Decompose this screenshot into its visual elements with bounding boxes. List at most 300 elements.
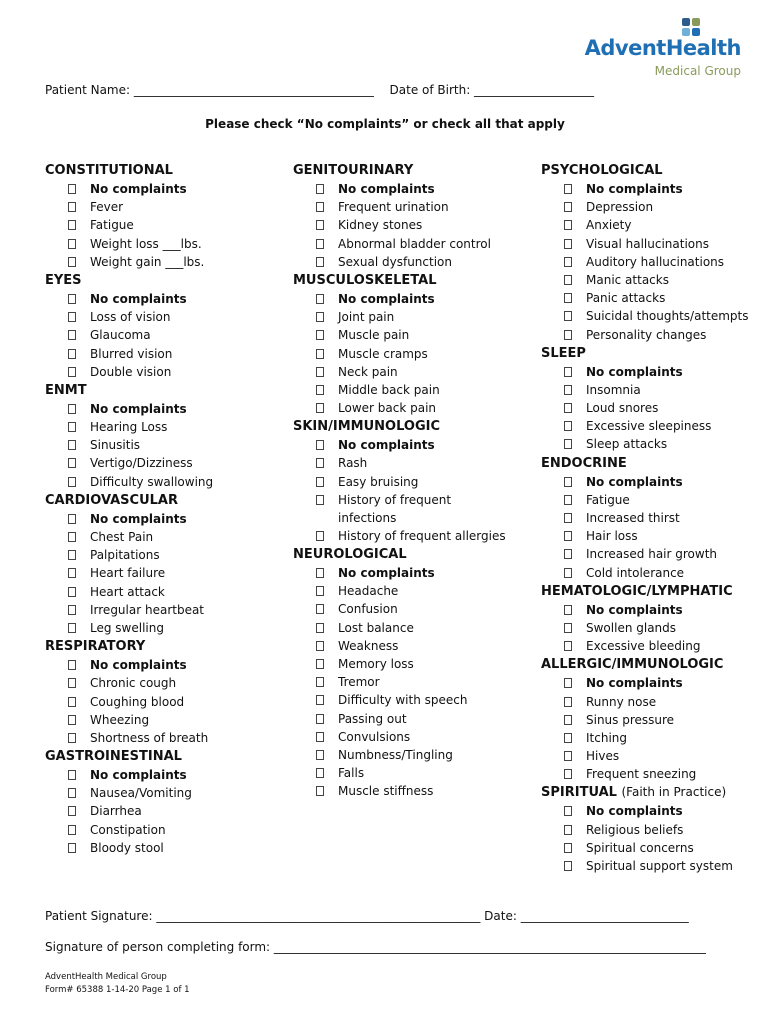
checkbox-icon[interactable] [564, 697, 572, 707]
checkbox-icon[interactable] [68, 605, 76, 615]
section-heading-genitourinary: GENITOURINARY [293, 163, 414, 178]
checkbox-label: Bloody stool [90, 840, 164, 855]
checkbox-item-neurological-lost-balance[interactable] [293, 619, 508, 637]
checkbox-item-genitourinary-kidney-stones[interactable] [293, 216, 508, 234]
checkbox-label: Loud snores [586, 401, 659, 416]
checkbox-item-neurological-passing-out[interactable] [293, 710, 508, 728]
checkbox-label: Visual hallucinations [586, 236, 709, 251]
column-1 [45, 161, 213, 857]
checkbox-label: Difficulty with speech [338, 693, 468, 708]
dob-field[interactable]: Date of Birth: ____________________ [389, 83, 595, 97]
checkbox-icon[interactable] [316, 768, 324, 778]
checkbox-item-enmt-vertigo-dizziness[interactable] [45, 454, 213, 472]
checkbox-item-genitourinary-frequent-urination[interactable] [293, 198, 508, 216]
checkbox-icon[interactable] [68, 220, 76, 230]
checkbox-icon[interactable] [68, 788, 76, 798]
column-3 [541, 161, 749, 875]
checkbox-item-sleep-excessive-sleepiness[interactable] [541, 417, 749, 435]
checkbox-icon[interactable] [316, 184, 324, 194]
checkbox-label: Lower back pain [338, 401, 437, 416]
checkbox-item-allergic-immunologic-itching[interactable] [541, 729, 749, 747]
checkbox-icon[interactable] [316, 695, 324, 705]
checkbox-icon[interactable] [316, 458, 324, 468]
checkbox-icon[interactable] [68, 806, 76, 816]
checkbox-label: Sinus pressure [586, 712, 675, 727]
checkbox-item-allergic-immunologic-sinus-pressure[interactable] [541, 711, 749, 729]
checkbox-icon[interactable] [316, 477, 324, 487]
checkbox-item-neurological-numbness-tingling[interactable] [293, 746, 508, 764]
checkbox-icon[interactable] [564, 641, 572, 651]
checkbox-icon[interactable] [68, 239, 76, 249]
checkbox-icon[interactable] [316, 367, 324, 377]
checkbox-label: Kidney stones [338, 218, 423, 233]
checkbox-label: Wheezing [90, 712, 150, 727]
checkbox-icon[interactable] [316, 714, 324, 724]
checkbox-icon[interactable] [564, 495, 572, 505]
section-heading-allergic-immunologic: ALLERGIC/IMMUNOLOGIC [541, 657, 724, 673]
checkbox-label: Fatigue [586, 492, 630, 507]
checkbox-icon[interactable] [564, 623, 572, 633]
checkbox-item-musculoskeletal-muscle-cramps[interactable] [293, 345, 508, 363]
checkbox-icon[interactable] [316, 403, 324, 413]
checkbox-item-musculoskeletal-no-complaints[interactable] [293, 290, 508, 308]
checkbox-icon[interactable] [68, 715, 76, 725]
checkbox-icon[interactable] [68, 733, 76, 743]
checkbox-label: History of frequent allergies [338, 528, 506, 543]
checkbox-icon[interactable] [316, 641, 324, 651]
checkbox-item-constitutional-fever[interactable] [45, 198, 213, 216]
checkbox-item-neurological-headache[interactable] [293, 582, 508, 600]
checkbox-label: Sexual dysfunction [338, 254, 452, 269]
checkbox-icon[interactable] [564, 275, 572, 285]
checkbox-item-constitutional-fatigue[interactable] [45, 216, 213, 234]
checkbox-icon[interactable] [564, 293, 572, 303]
checkbox-icon[interactable] [316, 568, 324, 578]
checkbox-icon[interactable] [68, 458, 76, 468]
checkbox-icon[interactable] [316, 330, 324, 340]
checkbox-label: No complaints [338, 566, 435, 580]
instructions: Please check “No complaints” or check all that apply [205, 117, 565, 131]
checkbox-item-sleep-sleep-attacks[interactable] [541, 435, 749, 453]
checkbox-icon[interactable] [68, 202, 76, 212]
checkbox-icon[interactable] [68, 678, 76, 688]
checkbox-item-constitutional-weight-loss-lbs[interactable] [45, 235, 213, 253]
checkbox-label: Panic attacks [586, 291, 666, 306]
checkbox-item-sleep-loud-snores[interactable] [541, 399, 749, 417]
checkbox-item-respiratory-wheezing[interactable] [45, 711, 213, 729]
brand-subtitle: Medical Group [654, 64, 741, 78]
checkbox-icon[interactable] [68, 532, 76, 542]
checkbox-item-skin-immunologic-easy-bruising[interactable] [293, 473, 508, 491]
checkbox-label: Swollen glands [586, 620, 677, 635]
checkbox-label: Double vision [90, 364, 172, 379]
checkbox-item-cardiovascular-chest-pain[interactable] [45, 528, 213, 546]
section-heading-spiritual: SPIRITUAL (Faith in Practice) [541, 785, 727, 801]
checkbox-item-neurological-no-complaints[interactable] [293, 564, 508, 582]
checkbox-label: Weight loss ___lbs. [90, 236, 202, 251]
checkbox-item-eyes-no-complaints[interactable] [45, 290, 213, 308]
checkbox-item-cardiovascular-heart-attack[interactable] [45, 583, 213, 601]
checkbox-icon[interactable] [564, 568, 572, 578]
checkbox-icon[interactable] [316, 440, 324, 450]
checkbox-icon[interactable] [316, 604, 324, 614]
checkbox-icon[interactable] [68, 422, 76, 432]
checkbox-label: Chest Pain [90, 530, 154, 544]
checkbox-label: Manic attacks [586, 272, 669, 287]
checkbox-label: No complaints [90, 511, 187, 526]
checkbox-item-gastroinestinal-no-complaints[interactable] [45, 766, 213, 784]
checkbox-icon[interactable] [564, 220, 572, 230]
checkbox-item-eyes-double-vision[interactable] [45, 363, 213, 381]
checkbox-icon[interactable] [564, 477, 572, 487]
checkbox-icon[interactable] [564, 531, 572, 541]
checkbox-item-allergic-immunologic-hives[interactable] [541, 747, 749, 765]
checkbox-icon[interactable] [68, 697, 76, 707]
checkbox-icon[interactable] [68, 440, 76, 450]
checkbox-item-sleep-insomnia[interactable] [541, 381, 749, 399]
checkbox-label: Sleep attacks [586, 437, 668, 452]
checkbox-item-eyes-loss-of-vision[interactable] [45, 308, 213, 326]
checkbox-icon[interactable] [316, 531, 324, 541]
checkbox-item-allergic-immunologic-runny-nose[interactable] [541, 693, 749, 711]
checkbox-icon[interactable] [68, 184, 76, 194]
checkbox-icon[interactable] [316, 659, 324, 669]
checkbox-label: Religious beliefs [586, 822, 684, 837]
checkbox-item-neurological-weakness[interactable] [293, 637, 508, 655]
checkbox-icon[interactable] [68, 550, 76, 560]
checkbox-label: Glaucoma [90, 328, 151, 343]
checkbox-item-neurological-confusion[interactable] [293, 600, 508, 618]
checkbox-item-gastroinestinal-bloody-stool[interactable] [45, 839, 213, 857]
checkbox-label: No complaints [90, 658, 187, 673]
checkbox-item-skin-immunologic-history-of-frequent-infections[interactable] [293, 491, 508, 527]
checkbox-label: Headache [338, 584, 399, 599]
checkbox-label: Memory loss [338, 656, 414, 671]
checkbox-icon[interactable] [316, 586, 324, 596]
checkbox-label: Nausea/Vomiting [90, 786, 192, 801]
checkbox-item-cardiovascular-heart-failure[interactable] [45, 564, 213, 582]
footer-form-number: Form# 65388 1-14-20 Page 1 of 1 [45, 985, 190, 995]
checkbox-label: Increased thirst [586, 511, 680, 525]
checkbox-item-gastroinestinal-diarrhea[interactable] [45, 802, 213, 820]
checkbox-item-hematologic-lymphatic-excessive-bleeding[interactable] [541, 637, 749, 655]
checkbox-icon[interactable] [564, 330, 572, 340]
checkbox-item-enmt-sinusitis[interactable] [45, 436, 213, 454]
adventhealth-logo [576, 14, 746, 84]
checkbox-item-psychological-auditory-hallucinations[interactable] [541, 253, 749, 271]
checkbox-item-genitourinary-no-complaints[interactable] [293, 180, 508, 198]
checkbox-item-musculoskeletal-muscle-pain[interactable] [293, 326, 508, 344]
checkbox-item-psychological-no-complaints[interactable] [541, 180, 749, 198]
checkbox-item-neurological-memory-loss[interactable] [293, 655, 508, 673]
checkbox-item-eyes-blurred-vision[interactable] [45, 345, 213, 363]
checkbox-item-hematologic-lymphatic-swollen-glands[interactable] [541, 619, 749, 637]
checkbox-label: Excessive bleeding [586, 639, 701, 654]
checkbox-icon[interactable] [564, 367, 572, 377]
checkbox-item-musculoskeletal-middle-back-pain[interactable] [293, 381, 508, 399]
checkbox-label: Runny nose [586, 694, 657, 709]
checkbox-label: Chronic cough [90, 676, 177, 691]
checkbox-icon[interactable] [68, 312, 76, 322]
checkbox-item-neurological-convulsions[interactable] [293, 728, 508, 746]
checkbox-icon[interactable] [564, 311, 572, 321]
checkbox-label: Confusion [338, 602, 398, 617]
checkbox-icon[interactable] [564, 239, 572, 249]
checkbox-item-endocrine-increased-thirst[interactable] [541, 509, 749, 527]
checkbox-icon[interactable] [316, 385, 324, 395]
checkbox-item-neurological-muscle-stiffness[interactable] [293, 782, 508, 800]
checkbox-label: Heart failure [90, 566, 166, 581]
checkbox-label: Hives [586, 749, 620, 764]
checkbox-label: Vertigo/Dizziness [90, 456, 193, 471]
checkbox-item-spiritual-religious-beliefs[interactable] [541, 821, 749, 839]
checkbox-label: Frequent urination [338, 200, 449, 215]
checkbox-label: Insomnia [586, 382, 641, 397]
checkbox-item-skin-immunologic-history-of-frequent-allergies[interactable] [293, 527, 508, 545]
checkbox-icon[interactable] [316, 677, 324, 687]
patient-signature-line[interactable]: Patient Signature: ______________________________________________________ Date: ____________________________ [45, 909, 689, 923]
checkbox-icon[interactable] [564, 549, 572, 559]
checkbox-label: No complaints [338, 438, 435, 453]
checkbox-label: No complaints [90, 182, 187, 196]
checkbox-icon[interactable] [68, 257, 76, 267]
checkbox-icon[interactable] [68, 330, 76, 340]
checkbox-label: Irregular heartbeat [90, 602, 205, 617]
checkbox-item-gastroinestinal-constipation[interactable] [45, 821, 213, 839]
checkbox-icon[interactable] [68, 587, 76, 597]
checkbox-item-cardiovascular-no-complaints[interactable] [45, 510, 213, 528]
checkbox-label: Excessive sleepiness [586, 419, 712, 434]
checkbox-label: Hair loss [586, 529, 638, 544]
checkbox-icon[interactable] [316, 239, 324, 249]
checkbox-icon[interactable] [68, 294, 76, 304]
checkbox-item-skin-immunologic-no-complaints[interactable] [293, 436, 508, 454]
checkbox-label: No complaints [586, 676, 683, 691]
checkbox-label: Coughing blood [90, 694, 185, 709]
checkbox-icon[interactable] [564, 385, 572, 395]
section-heading-skin-immunologic: SKIN/IMMUNOLOGIC [293, 419, 441, 435]
checkbox-icon[interactable] [316, 312, 324, 322]
checkbox-icon[interactable] [564, 806, 572, 816]
checkbox-icon[interactable] [316, 220, 324, 230]
checkbox-icon[interactable] [68, 514, 76, 524]
completer-signature-line[interactable]: Signature of person completing form: ________________________________________________________________________ [45, 940, 706, 954]
checkbox-label: Suicidal thoughts/attempts [586, 309, 749, 324]
checkbox-item-endocrine-cold-intolerance[interactable] [541, 564, 749, 582]
checkbox-label: Lost balance [338, 620, 414, 635]
checkbox-item-enmt-hearing-loss[interactable] [45, 418, 213, 436]
checkbox-icon[interactable] [316, 786, 324, 796]
checkbox-icon[interactable] [564, 843, 572, 853]
checkbox-icon[interactable] [564, 825, 572, 835]
checkbox-icon[interactable] [68, 367, 76, 377]
checkbox-item-psychological-manic-attacks[interactable] [541, 271, 749, 289]
checkbox-label: Passing out [338, 711, 407, 726]
checkbox-item-skin-immunologic-rash[interactable] [293, 454, 508, 472]
checkbox-item-cardiovascular-leg-swelling[interactable] [45, 619, 213, 637]
checkbox-icon[interactable] [68, 770, 76, 780]
checkbox-icon[interactable] [564, 439, 572, 449]
checkbox-item-allergic-immunologic-frequent-sneezing[interactable] [541, 765, 749, 783]
checkbox-label: Spiritual concerns [586, 840, 694, 855]
checkbox-item-cardiovascular-palpitations[interactable] [45, 546, 213, 564]
checkbox-item-musculoskeletal-neck-pain[interactable] [293, 363, 508, 381]
section-heading-neurological: NEUROLOGICAL [293, 547, 407, 562]
section-heading-hematologic-lymphatic: HEMATOLOGIC/LYMPHATIC [541, 583, 733, 599]
column-2 [293, 161, 508, 800]
checkbox-icon[interactable] [316, 349, 324, 359]
checkbox-label: Convulsions [338, 729, 411, 744]
checkbox-label: No complaints [586, 602, 683, 617]
checkbox-item-genitourinary-abnormal-bladder-control[interactable] [293, 235, 508, 253]
checkbox-icon[interactable] [564, 715, 572, 725]
checkbox-item-genitourinary-sexual-dysfunction[interactable] [293, 253, 508, 271]
checkbox-item-endocrine-no-complaints[interactable] [541, 473, 749, 491]
checkbox-label: Easy bruising [338, 474, 419, 489]
checkbox-icon[interactable] [316, 623, 324, 633]
checkbox-icon[interactable] [316, 294, 324, 304]
checkbox-icon[interactable] [316, 732, 324, 742]
checkbox-icon[interactable] [564, 513, 572, 523]
checkbox-icon[interactable] [564, 861, 572, 871]
checkbox-icon[interactable] [68, 825, 76, 835]
checkbox-label: Fever [90, 200, 124, 215]
checkbox-item-respiratory-no-complaints[interactable] [45, 656, 213, 674]
checkbox-item-endocrine-increased-hair-growth[interactable] [541, 545, 749, 563]
checkbox-icon[interactable] [564, 202, 572, 212]
checkbox-label: Constipation [90, 822, 166, 837]
checkbox-item-enmt-no-complaints[interactable] [45, 400, 213, 418]
checkbox-label: No complaints [90, 291, 187, 306]
patient-info-line [45, 83, 594, 97]
checkbox-item-psychological-personality-changes[interactable] [541, 326, 749, 344]
checkbox-item-spiritual-spiritual-concerns[interactable] [541, 839, 749, 857]
section-heading-sleep: SLEEP [541, 345, 586, 361]
checkbox-label: Depression [586, 200, 654, 215]
checkbox-icon[interactable] [564, 421, 572, 431]
checkbox-label: Personality changes [586, 327, 707, 342]
checkbox-item-respiratory-chronic-cough[interactable] [45, 674, 213, 692]
checkbox-item-spiritual-spiritual-support-system[interactable] [541, 857, 749, 875]
checkbox-icon[interactable] [564, 733, 572, 743]
section-note: (Faith in Practice) [621, 785, 727, 800]
checkbox-item-gastroinestinal-nausea-vomiting[interactable] [45, 784, 213, 802]
checkbox-label: Weight gain ___lbs. [90, 254, 205, 269]
section-heading-constitutional: CONSTITUTIONAL [45, 163, 173, 178]
checkbox-label: Muscle pain [338, 328, 410, 343]
checkbox-icon[interactable] [68, 477, 76, 487]
checkbox-item-enmt-difficulty-swallowing[interactable] [45, 473, 213, 491]
checkbox-label: Middle back pain [338, 382, 440, 397]
checkbox-item-musculoskeletal-lower-back-pain[interactable] [293, 399, 508, 417]
checkbox-item-spiritual-no-complaints[interactable] [541, 802, 749, 820]
checkbox-label: Shortness of breath [90, 730, 209, 745]
checkbox-item-neurological-tremor[interactable] [293, 673, 508, 691]
checkbox-icon[interactable] [564, 605, 572, 615]
checkbox-item-cardiovascular-irregular-heartbeat[interactable] [45, 601, 213, 619]
checkbox-item-neurological-falls[interactable] [293, 764, 508, 782]
checkbox-icon[interactable] [68, 568, 76, 578]
checkbox-icon[interactable] [564, 184, 572, 194]
checkbox-icon[interactable] [564, 257, 572, 267]
checkbox-label: Muscle cramps [338, 346, 428, 361]
brand-cross-icon [682, 18, 702, 38]
checkbox-icon[interactable] [316, 257, 324, 267]
checkbox-label: Auditory hallucinations [586, 254, 725, 269]
checkbox-icon[interactable] [68, 843, 76, 853]
checkbox-label: Difficulty swallowing [90, 474, 214, 489]
checkbox-label: Numbness/Tingling [338, 747, 453, 762]
checkbox-item-neurological-difficulty-with-speech[interactable] [293, 691, 508, 709]
checkbox-item-eyes-glaucoma[interactable] [45, 326, 213, 344]
checkbox-item-constitutional-no-complaints[interactable] [45, 180, 213, 198]
checkbox-label: Abnormal bladder control [338, 236, 491, 251]
checkbox-icon[interactable] [68, 623, 76, 633]
checkbox-label: Diarrhea [90, 804, 142, 819]
checkbox-label: No complaints [586, 364, 683, 379]
section-heading-cardiovascular: CARDIOVASCULAR [45, 492, 178, 508]
checkbox-icon[interactable] [564, 769, 572, 779]
checkbox-item-psychological-panic-attacks[interactable] [541, 289, 749, 307]
checkbox-icon[interactable] [68, 404, 76, 414]
checkbox-item-sleep-no-complaints[interactable] [541, 363, 749, 381]
checkbox-label: Joint pain [338, 310, 395, 325]
section-heading-endocrine: ENDOCRINE [541, 455, 627, 471]
section-heading-enmt: ENMT [45, 382, 87, 398]
checkbox-item-hematologic-lymphatic-no-complaints[interactable] [541, 601, 749, 619]
checkbox-item-respiratory-shortness-of-breath[interactable] [45, 729, 213, 747]
checkbox-item-endocrine-fatigue[interactable] [541, 491, 749, 509]
checkbox-item-constitutional-weight-gain-lbs[interactable] [45, 253, 213, 271]
footer-org: AdventHealth Medical Group [45, 972, 167, 982]
checkbox-item-allergic-immunologic-no-complaints[interactable] [541, 674, 749, 692]
checkbox-label: No complaints [338, 291, 435, 306]
checkbox-item-psychological-visual-hallucinations[interactable] [541, 235, 749, 253]
section-heading-musculoskeletal: MUSCULOSKELETAL [293, 272, 437, 288]
checkbox-label: Hearing Loss [90, 420, 168, 435]
checkbox-icon[interactable] [316, 495, 324, 505]
checkbox-label: No complaints [586, 804, 683, 819]
checkbox-item-psychological-anxiety[interactable] [541, 216, 749, 234]
checkbox-icon[interactable] [68, 660, 76, 670]
checkbox-item-musculoskeletal-joint-pain[interactable] [293, 308, 508, 326]
checkbox-icon[interactable] [564, 751, 572, 761]
checkbox-label: Fatigue [90, 218, 134, 233]
checkbox-item-respiratory-coughing-blood[interactable] [45, 693, 213, 711]
checkbox-icon[interactable] [316, 202, 324, 212]
checkbox-icon[interactable] [68, 349, 76, 359]
checkbox-item-psychological-suicidal-thoughts-attempts[interactable] [541, 307, 749, 325]
checkbox-label: Neck pain [338, 364, 398, 379]
checkbox-item-endocrine-hair-loss[interactable] [541, 527, 749, 545]
checkbox-label: Increased hair growth [586, 547, 718, 562]
checkbox-label: Falls [338, 766, 365, 781]
section-heading-respiratory: RESPIRATORY [45, 639, 146, 655]
checkbox-icon[interactable] [564, 403, 572, 413]
checkbox-label: History of frequent infections [338, 492, 452, 525]
checkbox-label: No complaints [90, 768, 187, 783]
patient-name-field[interactable]: Patient Name: ________________________________________ [45, 83, 374, 97]
checkbox-icon[interactable] [564, 678, 572, 688]
checkbox-label: Spiritual support system [586, 859, 733, 873]
checkbox-label: No complaints [586, 474, 683, 489]
checkbox-label: Palpitations [90, 548, 160, 563]
checkbox-item-psychological-depression[interactable] [541, 198, 749, 216]
checkbox-label: Sinusitis [90, 438, 141, 453]
checkbox-label: Anxiety [586, 218, 632, 233]
checkbox-icon[interactable] [316, 750, 324, 760]
brand-name: AdventHealth [584, 36, 741, 60]
